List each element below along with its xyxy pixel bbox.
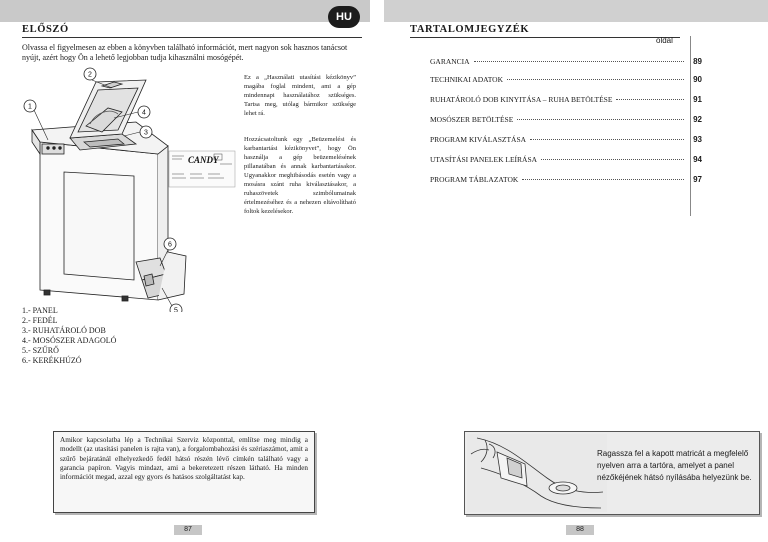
title-rule [410, 37, 680, 38]
brand-logo: CANDY [188, 155, 219, 165]
legend-item: 2.- FEDÉL [22, 316, 58, 325]
toc-entry[interactable]: GARANCIA 89 [430, 57, 702, 66]
toc-title: TARTALOMJEGYZÉK [410, 24, 530, 35]
language-badge: HU [328, 6, 360, 28]
legend-item: 5.- SZŰRŐ [22, 346, 59, 355]
manual-description: Ez a „Használati utasítási kézikönyv” magába foglal mindent, ami a gép mindennapi használatához szükséges. Tartsa meg, utólag bármikor szüksége lehet rá. [244, 74, 356, 117]
legend-item: 3.- RUHATÁROLÓ DOB [22, 326, 106, 335]
toc-entry[interactable]: TECHNIKAI ADATOK 90 [430, 75, 702, 84]
toc-entry[interactable]: RUHATÁROLÓ DOB KINYITÁSA – RUHA BETÖLTÉSE 91 [430, 95, 702, 104]
callout-3: 3 [144, 129, 148, 137]
legend-item: 6.- KERÉKHÚZÓ [22, 356, 82, 365]
installation-manual-description: Hozzácsatoltunk egy „Beüzemelési és karbantartási kézikönyvet”, hogy Ön használja a gép beüzemelésének pillanatában és annak karbantartásakor. Ugyanakkor meghibásodás esetén vagy a mosásra szánt ruha kiválasztásakor, a ruhaszövetek szimbólumainak értelmezéséhez és a nehezen eltávolítható foltok kezelésekor. [244, 136, 356, 215]
right-page [384, 0, 768, 542]
header-bar [0, 0, 370, 22]
callout-2: 2 [88, 71, 92, 79]
toc-entry[interactable]: MOSÓSZER BETÖLTÉSE 92 [430, 115, 702, 124]
toc-entry[interactable]: PROGRAM KIVÁLASZTÁSA 93 [430, 135, 702, 144]
legend-item: 1.- PANEL [22, 306, 58, 315]
panel-sticker-illustration [467, 434, 607, 512]
sticker-instruction-text: Ragassza fel a kapott matricát a megfelelő nyelven arra a tartóra, amelyet a panel nézőkéjének hátsó nyílásába helyezünk be. [597, 449, 752, 482]
page-column-header: oldal [656, 36, 673, 45]
legend-item: 4.- MOSÓSZER ADAGOLÓ [22, 336, 117, 345]
header-bar [384, 0, 768, 22]
intro-paragraph: Olvassa el figyelmesen az ebben a könyvben található információt, mert nagyon sok hasznos tanácsot nyújt, azért hogy Ön a lehető legjobban tudja kihasználni mosógépét. [22, 43, 348, 62]
callout-6: 6 [168, 241, 172, 249]
callout-4: 4 [142, 109, 146, 117]
toc-entry[interactable]: PROGRAM TÁBLAZATOK 97 [430, 175, 702, 184]
title-rule [22, 37, 362, 38]
parts-legend [22, 306, 116, 366]
sticker-instruction-box [464, 431, 760, 515]
callout-1: 1 [28, 103, 32, 111]
page-number: 88 [566, 525, 594, 535]
service-notice-box: Amikor kapcsolatba lép a Technikai Szerviz központtal, említse meg mindig a modellt (az utasítási panelen is rajta van), a forgalombahozási és szériaszámot, amit a szűrő bejáratánál elhelyezkedő fedél hátsó részén lévő címkén található vagy a garancia papíron. Vagyis mindazt, ami a bekeretezett részen látható. Ha minden információt megad, azzal egy gyors és hatásos szolgáltatást kap. [53, 431, 315, 513]
page-title: ELŐSZÓ [22, 24, 69, 35]
rating-label-illustration [168, 150, 236, 188]
page-number: 87 [174, 525, 202, 535]
toc-entry[interactable]: UTASÍTÁSI PANELEK LEÍRÁSA 94 [430, 155, 702, 164]
callout-5: 5 [174, 307, 178, 312]
